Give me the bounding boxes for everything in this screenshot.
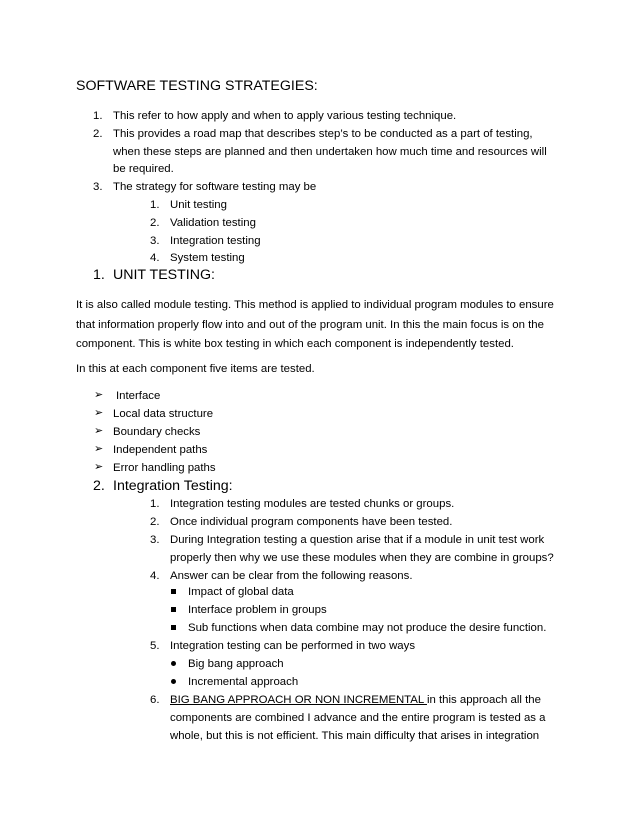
list-item: Interface bbox=[116, 390, 161, 402]
list-item: This refer to how apply and when to apply various testing technique. bbox=[113, 110, 457, 122]
list-item: Big bang approach bbox=[188, 658, 284, 670]
round-bullet-icon bbox=[171, 661, 176, 666]
underlined-term: BIG BANG APPROACH OR NON INCREMENTAL bbox=[170, 694, 427, 706]
arrow-bullet-icon: ➢ bbox=[94, 407, 104, 419]
list-item: Local data structure bbox=[113, 408, 214, 420]
list-item: Boundary checks bbox=[113, 426, 201, 438]
list-number: 3. bbox=[150, 534, 160, 546]
list-number: 6. bbox=[150, 694, 160, 706]
list-number: 2. bbox=[150, 516, 160, 528]
section-number: 2. bbox=[93, 478, 105, 494]
list-item: Integration testing bbox=[170, 235, 261, 247]
list-number: 1. bbox=[150, 199, 160, 211]
list-number: 2. bbox=[150, 217, 160, 229]
list-item: Sub functions when data combine may not produce the desire function. bbox=[188, 622, 547, 634]
list-item: Interface problem in groups bbox=[188, 604, 327, 616]
section-heading: Integration Testing: bbox=[113, 478, 233, 494]
list-item: Incremental approach bbox=[188, 676, 299, 688]
list-item: Impact of global data bbox=[188, 586, 294, 598]
square-bullet-icon bbox=[171, 625, 176, 630]
list-item: Validation testing bbox=[170, 217, 256, 229]
square-bullet-icon bbox=[171, 607, 176, 612]
list-item bbox=[170, 693, 541, 707]
list-item: The strategy for software testing may be bbox=[113, 181, 317, 193]
arrow-bullet-icon: ➢ bbox=[94, 461, 104, 473]
list-number: 4. bbox=[150, 252, 160, 264]
list-item: Unit testing bbox=[170, 199, 227, 211]
list-item-continued: whole, but this is not efficient. This main difficulty that arises in integration bbox=[170, 730, 540, 742]
list-number: 3. bbox=[93, 181, 103, 193]
list-number: 1. bbox=[93, 110, 103, 122]
list-item-continued: properly then why we use these modules when they are combine in groups? bbox=[170, 552, 554, 564]
list-item-continued: components are combined I advance and the entire program is tested as a bbox=[170, 712, 546, 724]
section-number: 1. bbox=[93, 267, 105, 283]
list-item: Answer can be clear from the following reasons. bbox=[170, 570, 413, 582]
list-item: During Integration testing a question arise that if a module in unit test work bbox=[170, 534, 545, 546]
list-item-continued: be required. bbox=[113, 163, 174, 175]
list-item: Integration testing modules are tested chunks or groups. bbox=[170, 498, 455, 510]
square-bullet-icon bbox=[171, 589, 176, 594]
paragraph-line: that information properly flow into and out of the program unit. In this the main focus is on the bbox=[76, 319, 544, 331]
list-number: 3. bbox=[150, 235, 160, 247]
section-heading: UNIT TESTING: bbox=[113, 267, 215, 283]
paragraph-line: component. This is white box testing in which each component is independently tested. bbox=[76, 338, 514, 350]
round-bullet-icon bbox=[171, 679, 176, 684]
list-item: Independent paths bbox=[113, 444, 208, 456]
arrow-bullet-icon: ➢ bbox=[94, 443, 104, 455]
list-item: Integration testing can be performed in two ways bbox=[170, 640, 416, 652]
list-number: 2. bbox=[93, 128, 103, 140]
list-item-text: in this approach all the bbox=[426, 694, 541, 706]
arrow-bullet-icon: ➢ bbox=[94, 425, 104, 437]
list-item: Once individual program components have been tested. bbox=[170, 516, 453, 528]
paragraph-line: It is also called module testing. This method is applied to individual program modules to ensure bbox=[76, 299, 554, 311]
items-intro: In this at each component five items are tested. bbox=[76, 363, 315, 375]
list-number: 4. bbox=[150, 570, 160, 582]
list-item: This provides a road map that describes step’s to be conducted as a part of testing, bbox=[113, 128, 533, 140]
list-item: Error handling paths bbox=[113, 462, 216, 474]
list-number: 1. bbox=[150, 498, 160, 510]
page-title: SOFTWARE TESTING STRATEGIES: bbox=[76, 78, 318, 94]
list-number: 5. bbox=[150, 640, 160, 652]
list-item: System testing bbox=[170, 252, 245, 264]
arrow-bullet-icon: ➢ bbox=[94, 389, 104, 401]
list-item-continued: when these steps are planned and then undertaken how much time and resources will bbox=[113, 146, 547, 158]
